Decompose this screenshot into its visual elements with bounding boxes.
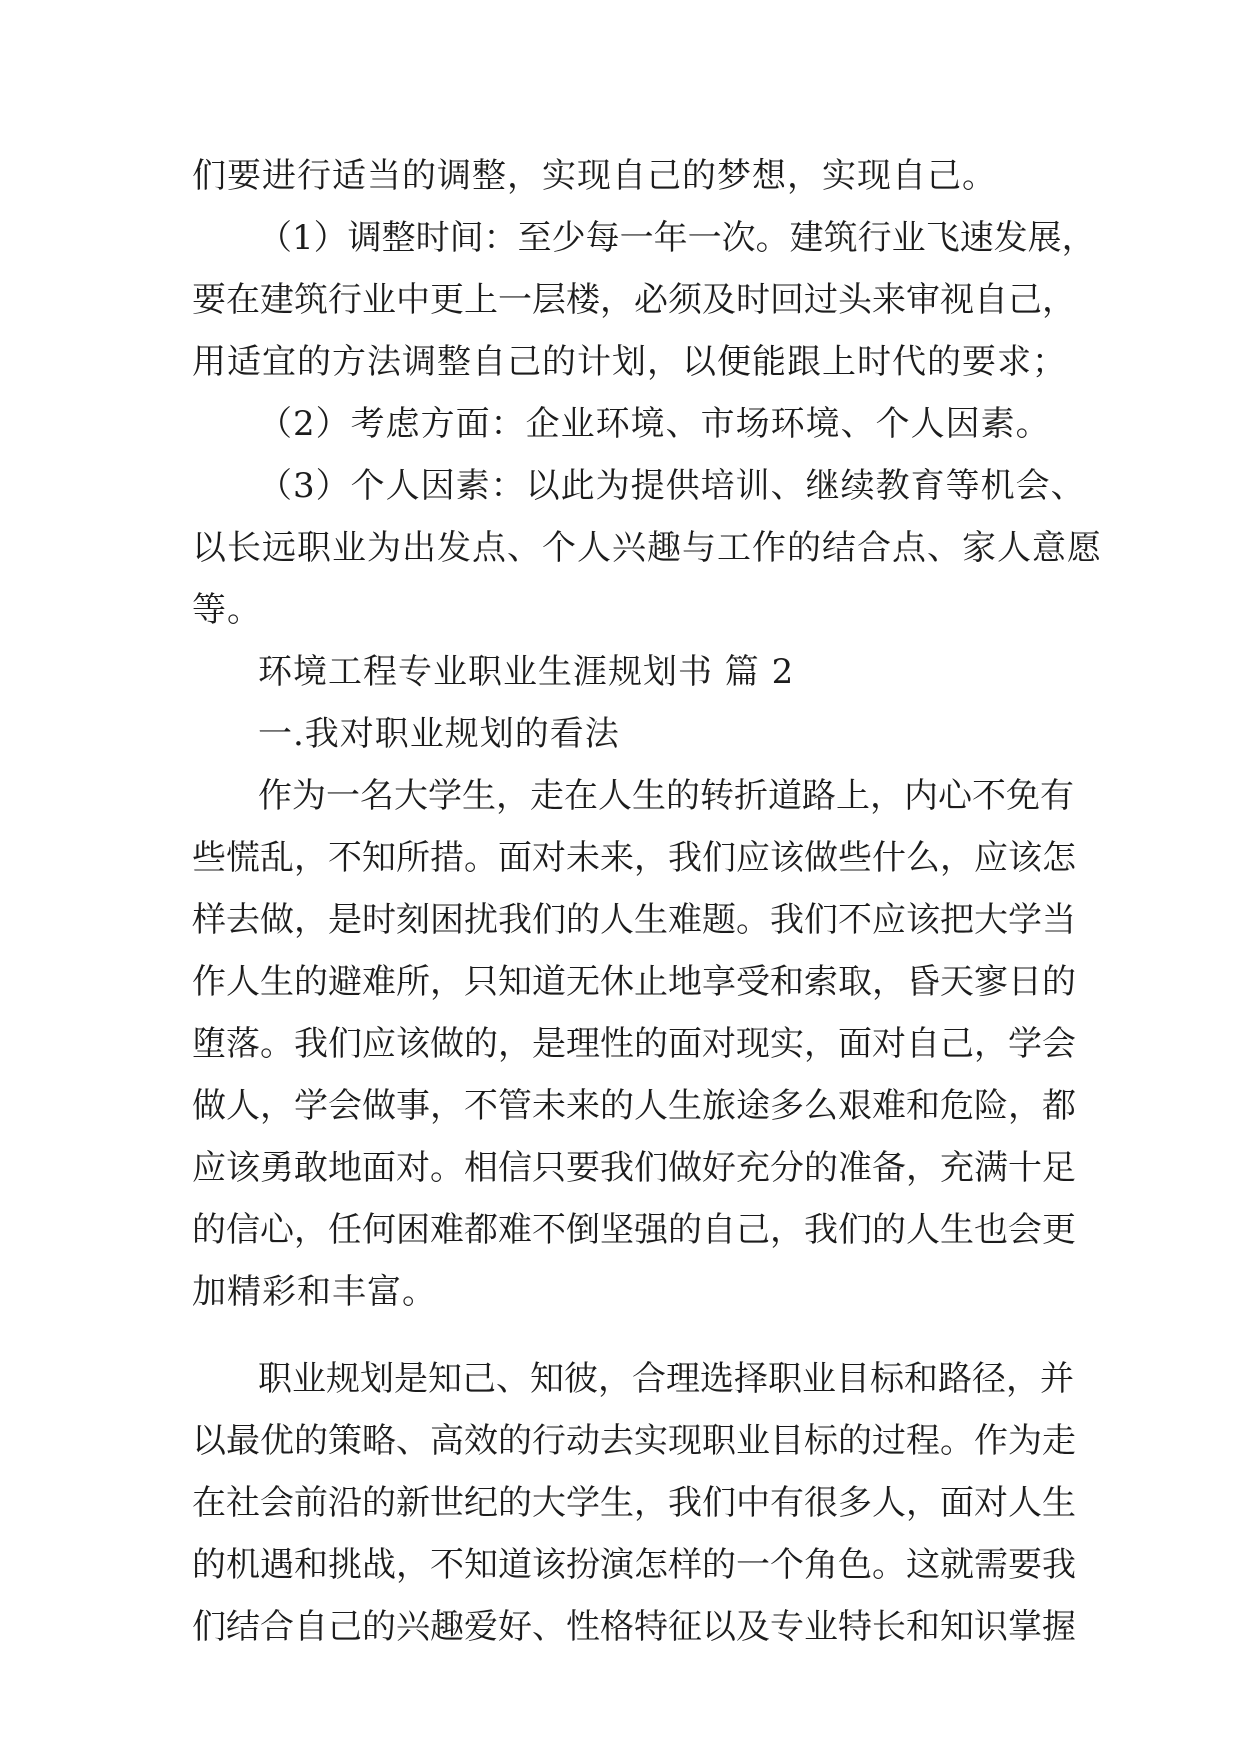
text-line: 样去做，是时刻困扰我们的人生难题。我们不应该把大学当 [192, 900, 1076, 940]
text-line: 在社会前沿的新世纪的大学生，我们中有很多人，面对人生 [192, 1483, 1076, 1523]
text-line: 做人，学会做事，不管未来的人生旅途多么艰难和危险，都 [192, 1086, 1076, 1126]
text-line: 职业规划是知己、知彼，合理选择职业目标和路径，并 [258, 1359, 1074, 1399]
text-line: 用适宜的方法调整自己的计划，以便能跟上时代的要求； [192, 342, 1067, 382]
text-line: 们结合自己的兴趣爱好、性格特征以及专业特长和知识掌握 [192, 1607, 1076, 1647]
text-line: 的信心，任何困难都难不倒坚强的自己，我们的人生也会更 [192, 1210, 1076, 1250]
text-line: 应该勇敢地面对。相信只要我们做好充分的准备，充满十足 [192, 1148, 1076, 1188]
text-line: 们要进行适当的调整，实现自己的梦想，实现自己。 [192, 156, 997, 196]
section-heading: 环境工程专业职业生涯规划书 篇 2 [258, 652, 795, 692]
text-line: 堕落。我们应该做的，是理性的面对现实，面对自己，学会 [192, 1024, 1076, 1064]
text-line: （2）考虑方面：企业环境、市场环境、个人因素。 [258, 404, 1051, 444]
subsection-heading: 一.我对职业规划的看法 [258, 714, 620, 754]
text-line: 以长远职业为出发点、个人兴趣与工作的结合点、家人意愿 [192, 528, 1102, 568]
text-line: 加精彩和丰富。 [192, 1272, 437, 1312]
text-line: 要在建筑行业中更上一层楼，必须及时回过头来审视自己， [192, 280, 1076, 320]
text-line: 以最优的策略、高效的行动去实现职业目标的过程。作为走 [192, 1421, 1076, 1461]
text-line: （3）个人因素：以此为提供培训、继续教育等机会、 [258, 466, 1086, 506]
text-line: （1）调整时间：至少每一年一次。建筑行业飞速发展， [258, 218, 1096, 258]
text-line: 的机遇和挑战，不知道该扮演怎样的一个角色。这就需要我 [192, 1545, 1076, 1585]
text-line: 作为一名大学生，走在人生的转折道路上，内心不免有 [258, 776, 1074, 816]
text-line: 作人生的避难所，只知道无休止地享受和索取，昏天寥日的 [192, 962, 1076, 1002]
text-line: 些慌乱，不知所措。面对未来，我们应该做些什么，应该怎 [192, 838, 1076, 878]
text-line: 等。 [192, 590, 262, 630]
